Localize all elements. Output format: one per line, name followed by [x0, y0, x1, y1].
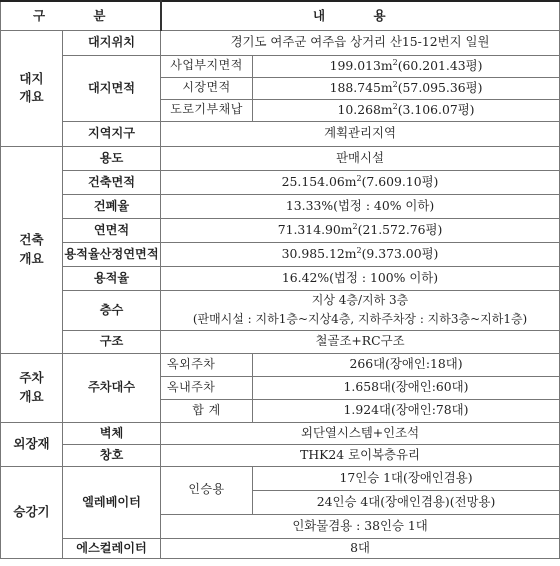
building-structure-item: 구조	[63, 330, 161, 353]
elevator-sub: 인승용	[161, 466, 253, 514]
building-coverage-item: 건폐율	[63, 194, 161, 218]
building-floors-item: 층수	[63, 290, 161, 330]
building-area-item: 건축면적	[63, 170, 161, 194]
escalator-row	[1, 538, 560, 558]
parking-value-0: 266대(장애인:18대)	[253, 353, 560, 376]
site-zone-row	[1, 121, 560, 146]
building-coverage-row	[1, 194, 560, 218]
parking-item: 주차대수	[63, 353, 161, 422]
site-area-sub-1: 시장면적	[161, 77, 253, 99]
building-coverage-value: 13.33%(법정 : 40% 이하)	[161, 194, 560, 218]
building-use-item: 용도	[63, 146, 161, 170]
elevator-freight-value: 인화물겸용 : 38인승 1대	[161, 514, 560, 538]
section-lift-label: 승강기	[1, 466, 63, 558]
building-structure-row	[1, 330, 560, 353]
site-area-sub-2: 도로기부채납	[161, 99, 253, 121]
elevator-value-0: 17인승 1대(장애인겸용)	[253, 466, 560, 490]
building-use-row	[1, 146, 560, 170]
site-zone-item: 지역지구	[63, 121, 161, 146]
site-zone-value: 계획관리지역	[161, 121, 560, 146]
building-use-value: 판매시설	[161, 146, 560, 170]
building-far-floor-item: 용적율산정연면적	[63, 242, 161, 266]
parking-value-1: 1.658대(장애인:60대)	[253, 376, 560, 399]
site-location-item: 대지위치	[63, 30, 161, 55]
section-exterior-label: 외장재	[1, 422, 63, 466]
building-far-value: 16.42%(법정 : 100% 이하)	[161, 266, 560, 290]
elevator-row	[1, 466, 560, 490]
site-area-sub-0: 사업부지면적	[161, 55, 253, 77]
exterior-wall-row	[1, 422, 560, 444]
site-location-value: 경기도 여주군 여주읍 상거리 산15-12번지 일원	[161, 30, 560, 55]
building-area-value: $25.154.06m^2(7.609.10$평)	[161, 170, 560, 194]
site-location-row	[1, 30, 560, 55]
exterior-window-row	[1, 444, 560, 466]
header-content: 내 용	[161, 1, 560, 30]
parking-value-2: 1.924대(장애인:78대)	[253, 399, 560, 422]
escalator-value: 8대	[161, 538, 560, 558]
building-total-floor-item: 연면적	[63, 218, 161, 242]
building-far-row	[1, 266, 560, 290]
parking-sub-2: 합 계	[161, 399, 253, 422]
site-area-value-1: $188.745m^2(57.095.36$평)	[253, 77, 560, 99]
site-area-row	[1, 55, 560, 77]
elevator-value-1: 24인승 4대(장애인겸용)(전망용)	[253, 490, 560, 514]
building-far-floor-row	[1, 242, 560, 266]
building-area-row	[1, 170, 560, 194]
parking-sub-0: 옥외주차	[161, 353, 253, 376]
building-far-item: 용적율	[63, 266, 161, 290]
building-total-floor-row	[1, 218, 560, 242]
building-floors-line1: 지상 4층/지하 3층	[311, 292, 409, 307]
building-floors-line2: (판매시설 : 지하1층~지상4층, 지하주차장 : 지하3층~지하1층)	[192, 311, 528, 326]
building-floors-value	[161, 290, 560, 330]
escalator-item: 에스컬레이터	[63, 538, 161, 558]
exterior-wall-item: 벽체	[63, 422, 161, 444]
exterior-window-value: THK24 로이복층유리	[161, 444, 560, 466]
building-total-floor-value: $71.314.90m^2(21.572.76$평)	[161, 218, 560, 242]
section-site-label: 대지 개요	[1, 30, 63, 146]
building-floors-row	[1, 290, 560, 330]
section-parking-label: 주차 개요	[1, 353, 63, 422]
building-structure-value: 철골조+RC구조	[161, 330, 560, 353]
site-area-item: 대지면적	[63, 55, 161, 121]
building-far-floor-value: $30.985.12m^2(9.373.00$평)	[161, 242, 560, 266]
exterior-window-item: 창호	[63, 444, 161, 466]
parking-row	[1, 353, 560, 376]
exterior-wall-value: 외단열시스템+인조석	[161, 422, 560, 444]
elevator-item: 엘레베이터	[63, 466, 161, 538]
parking-sub-1: 옥내주차	[161, 376, 253, 399]
site-area-value-2: $10.268m^2(3.106.07$평)	[253, 99, 560, 121]
header-category: 구 분	[1, 1, 161, 30]
site-area-value-0: $199.013m^2(60.201.43$평)	[253, 55, 560, 77]
header-row	[1, 1, 560, 30]
section-building-label: 건축 개요	[1, 146, 63, 353]
